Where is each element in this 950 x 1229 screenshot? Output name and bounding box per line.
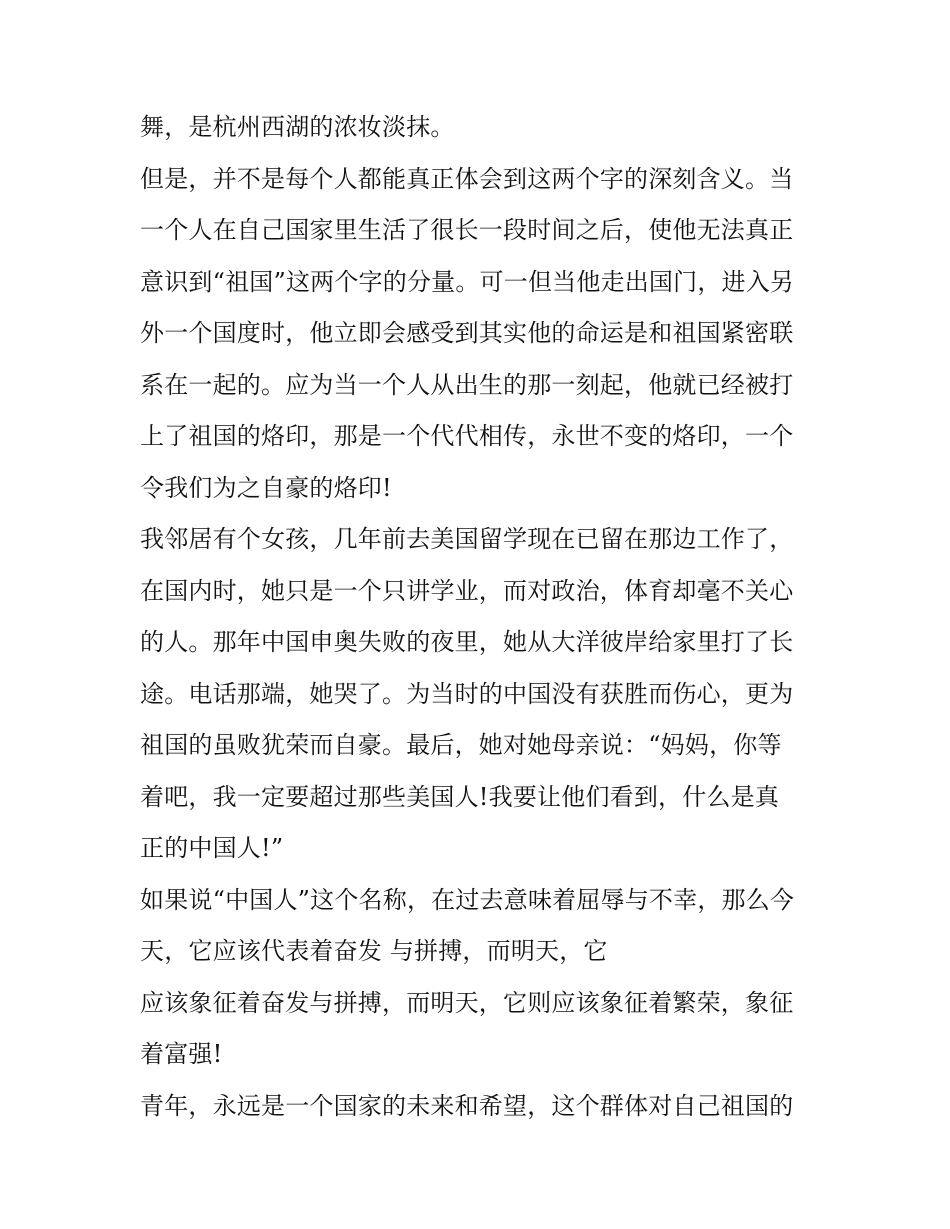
text-line: 祖国的虽败犹荣而自豪。最后，她对她母亲说：“妈妈，你等 bbox=[140, 731, 782, 759]
text-line: 应该象征着奋发与拼搏，而明天，它则应该象征着繁荣，象征 bbox=[140, 988, 794, 1017]
text-line: 途。电话那端，她哭了。为当时的中国没有获胜而伤心，更为 bbox=[140, 679, 794, 708]
text-line: 的人。那年中国申奥失败的夜里，她从大洋彼岸给家里打了长 bbox=[140, 628, 794, 656]
text-line: 我邻居有个女孩，几年前去美国留学现在已留在那边工作了， bbox=[140, 525, 794, 553]
text-line: 上了祖国的烙印，那是一个代代相传，永世不变的烙印，一个 bbox=[140, 422, 794, 450]
text-line: 但是，并不是每个人都能真正体会到这两个字的深刻含义。当 bbox=[140, 164, 794, 193]
text-line: 正的中国人!” bbox=[140, 834, 284, 862]
text-line: 着吧，我一定要超过那些美国人!我要让他们看到，什么是真 bbox=[140, 782, 780, 811]
document-body bbox=[140, 102, 820, 1132]
text-line: 着富强! bbox=[140, 1040, 223, 1068]
text-line: 如果说“中国人”这个名称，在过去意味着屈辱与不幸，那么今 bbox=[140, 885, 795, 914]
text-line: 系在一起的。应为当一个人从出生的那一刻起，他就已经被打 bbox=[140, 370, 794, 399]
text-line: 意识到“祖国”这两个字的分量。可一但当他走出国门，进入另 bbox=[140, 267, 795, 296]
text-line: 令我们为之自豪的烙印! bbox=[140, 473, 392, 502]
text-line: 在国内时，她只是一个只讲学业，而对政治，体育却毫不关心 bbox=[140, 576, 794, 605]
text-line: 一个人在自己国家里生活了很长一段时间之后，使他无法真正 bbox=[140, 216, 794, 244]
text-line: 天，它应该代表着奋发 与拼搏，而明天，它 bbox=[140, 937, 608, 965]
text-line: 舞，是杭州西湖的浓妆淡抹。 bbox=[140, 113, 455, 141]
text-line: 青年，永远是一个国家的未来和希望，这个群体对自己祖国的 bbox=[140, 1091, 794, 1120]
text-line: 外一个国度时，他立即会感受到其实他的命运是和祖国紧密联 bbox=[140, 319, 794, 347]
